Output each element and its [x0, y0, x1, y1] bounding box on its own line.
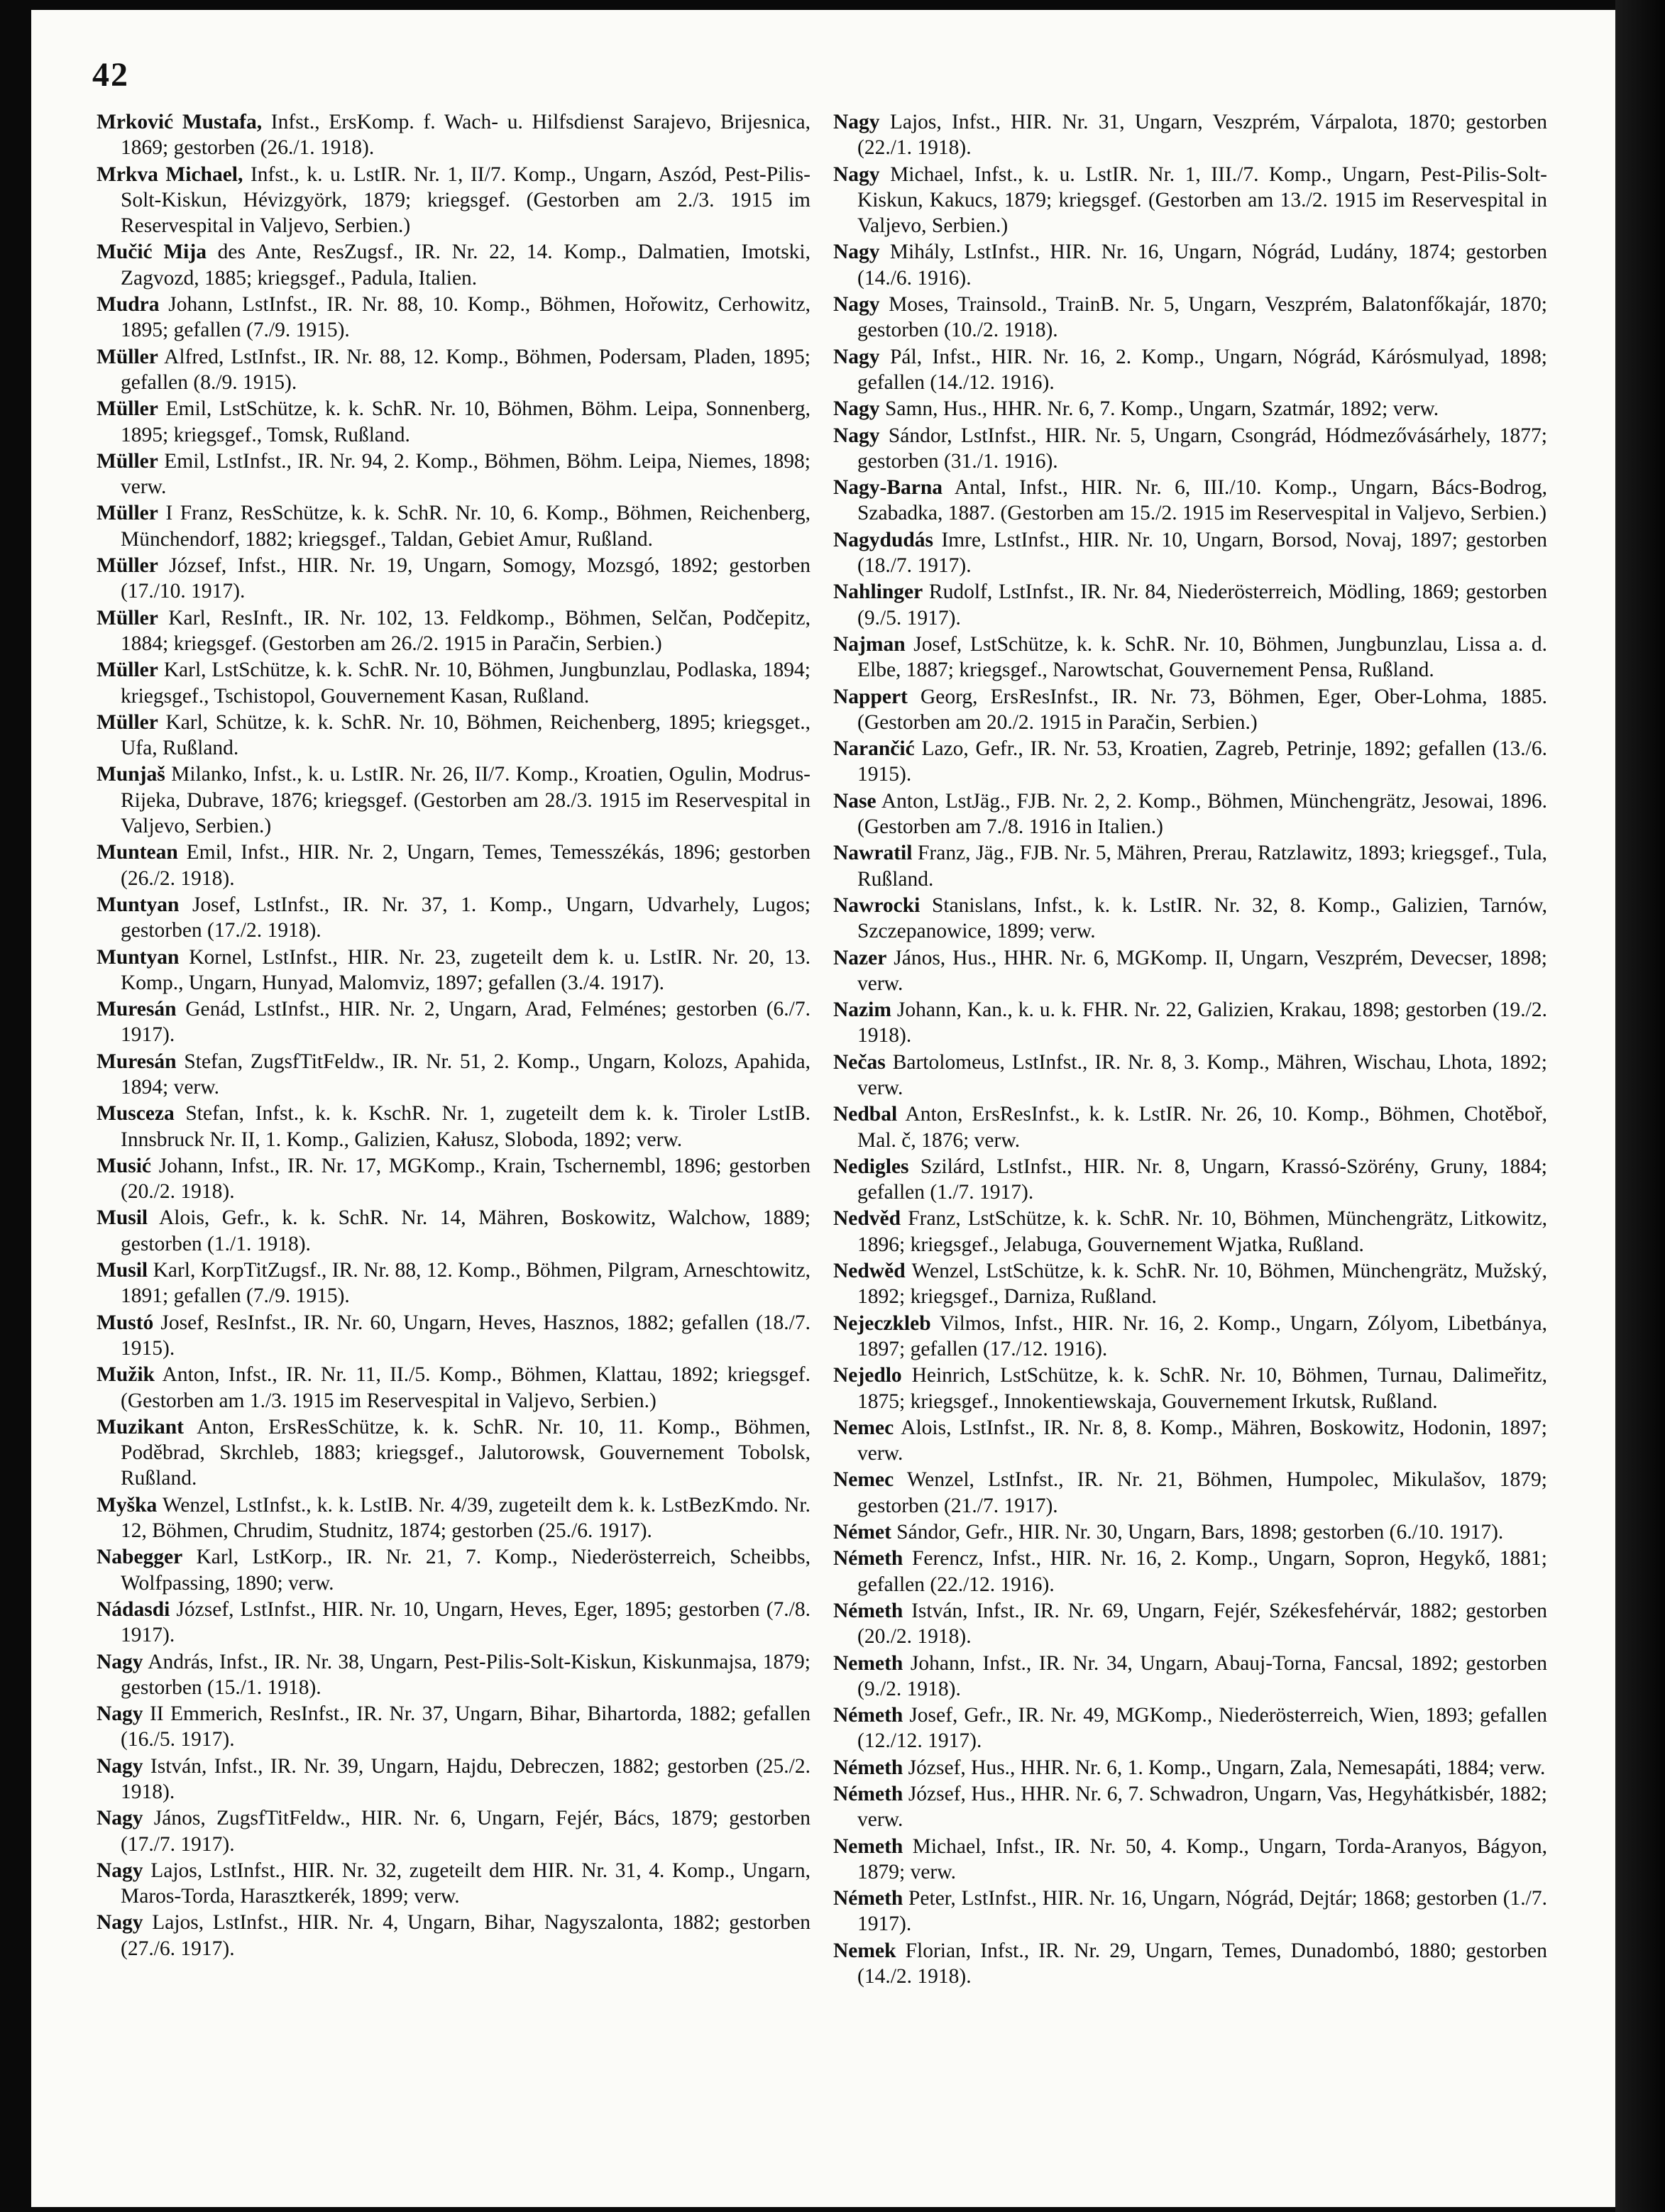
register-entry	[97, 1649, 810, 1701]
register-entry	[833, 945, 1547, 997]
entry-surname: Nagy	[97, 1754, 143, 1778]
entry-surname: Musceza	[97, 1102, 175, 1126]
entry-surname: Nedwěd	[833, 1260, 906, 1283]
entry-details: Wenzel, LstInfst., k. k. LstIB. Nr. 4/39, zugeteilt dem k. k. LstBezKmdo. Nr. 12, Böhmen, Chrudim, Studnitz, 1874; gestorben (25./6. 1917).	[121, 1493, 810, 1543]
entry-details: Josef, LstSchütze, k. k. SchR. Nr. 10, Böhmen, Jungbunzlau, Lissa a. d. Elbe, 1887; kriegsgef., Narowtschat, Gouvernement Pensa, Rußland.	[857, 632, 1547, 682]
entry-surname: Müller	[97, 554, 158, 578]
entry-details: Infst., k. u. LstIR. Nr. 1, II/7. Komp., Ungarn, Aszód, Pest-Pilis-Solt-Kiskun, Hévizgyörk, 1879; kriegsgef. (Gestorben am 2./3. 1915 im Reservespital in Valjevo, Serbien.)	[121, 163, 810, 238]
entry-surname: Müller	[97, 449, 158, 473]
entry-details: József, Hus., HHR. Nr. 6, 1. Komp., Ungarn, Zala, Nemesapáti, 1884; verw.	[903, 1756, 1546, 1779]
entry-surname: Nagydudás	[833, 528, 934, 551]
entry-details: Johann, Infst., IR. Nr. 34, Ungarn, Abauj-Torna, Fancsal, 1892; gestorben (9./2. 1918).	[857, 1651, 1547, 1700]
entry-details: Karl, KorpTitZugsf., IR. Nr. 88, 12. Komp., Böhmen, Pilgram, Arneschtowitz, 1891; gefallen (7./9. 1915).	[121, 1259, 810, 1308]
entry-details: János, Hus., HHR. Nr. 6, MGKomp. II, Ungarn, Veszprém, Devecser, 1898; verw.	[857, 946, 1547, 995]
entry-details: Georg, ErsResInfst., IR. Nr. 73, Böhmen, Eger, Ober-Lohma, 1885. (Gestorben am 20./2. 1915 in Paračin, Serbien.)	[857, 685, 1547, 734]
entry-details: Emil, Infst., HIR. Nr. 2, Ungarn, Temes, Temesszékás, 1896; gestorben (26./2. 1918).	[121, 841, 810, 890]
entry-surname: Németh	[833, 1887, 903, 1910]
register-entry	[97, 449, 810, 500]
entry-surname: Nabegger	[97, 1546, 183, 1569]
entry-details: des Ante, ResZugsf., IR. Nr. 22, 14. Komp., Dalmatien, Imotski, Zagvozd, 1885; kriegsgef., Padula, Italien.	[121, 241, 810, 290]
scan-edge	[1615, 0, 1665, 2212]
register-entry	[97, 840, 810, 891]
entry-surname: Nagy	[833, 397, 880, 421]
entry-details: Karl, ResInft., IR. Nr. 102, 13. Feldkomp., Böhmen, Selčan, Podčepitz, 1884; kriegsgef. (Gestorben am 26./2. 1915 in Paračin, Serbien.)	[121, 606, 810, 655]
entry-surname: Nádasdi	[97, 1597, 170, 1621]
entry-surname: Németh	[833, 1704, 903, 1727]
register-entry	[97, 1754, 810, 1805]
register-entry	[97, 1310, 810, 1362]
entry-surname: Német	[833, 1521, 891, 1544]
entry-surname: Németh	[833, 1599, 903, 1622]
entry-details: Antal, Infst., HIR. Nr. 6, III./10. Komp., Ungarn, Bács-Bodrog, Szabadka, 1887. (Gestorben am 15./2. 1915 im Reservespital in Valjevo, Serbien.)	[857, 476, 1547, 525]
entry-surname: Nawratil	[833, 842, 913, 865]
entry-details: Josef, ResInfst., IR. Nr. 60, Ungarn, Heves, Hasznos, 1882; gefallen (18./7. 1915).	[121, 1311, 810, 1360]
register-entry	[833, 1546, 1547, 1597]
entry-surname: Nemec	[833, 1468, 894, 1492]
entry-details: Mihály, LstInfst., HIR. Nr. 16, Ungarn, Nógrád, Ludány, 1874; gestorben (14./6. 1916).	[857, 241, 1547, 290]
entry-surname: Németh	[833, 1783, 903, 1805]
register-entry	[833, 423, 1547, 475]
register-entry	[833, 1702, 1547, 1754]
entry-details: Josef, LstInfst., IR. Nr. 37, 1. Komp., Ungarn, Udvarhely, Lugos; gestorben (17./2. 1918).	[121, 893, 810, 942]
register-entry	[97, 892, 810, 944]
register-entry	[97, 945, 810, 996]
entry-details: II Emmerich, ResInfst., IR. Nr. 37, Ungarn, Bihar, Bihartorda, 1882; gefallen (16./5. 1917).	[121, 1702, 810, 1751]
entry-surname: Nazer	[833, 946, 887, 969]
entry-surname: Müller	[97, 502, 158, 525]
entry-details: Lajos, LstInfst., HIR. Nr. 4, Ungarn, Bihar, Nagyszalonta, 1882; gestorben (27./6. 1917).	[121, 1911, 810, 1960]
register-entry	[97, 761, 810, 839]
entry-surname: Mučić Mija	[97, 241, 207, 264]
register-entry	[97, 344, 810, 396]
entry-surname: Muresán	[97, 998, 177, 1021]
register-entry	[833, 1598, 1547, 1650]
entry-surname: Müller	[97, 710, 158, 734]
entry-surname: Müller	[97, 397, 158, 421]
register-entry	[833, 893, 1547, 945]
entry-details: Alfred, LstInfst., IR. Nr. 88, 12. Komp., Böhmen, Podersam, Pladen, 1895; gefallen (8./9. 1915).	[121, 345, 810, 394]
entry-details: Michael, Infst., IR. Nr. 50, 4. Komp., Ungarn, Torda-Aranyos, Bágyon, 1879; verw.	[857, 1834, 1547, 1883]
entry-surname: Nedbal	[833, 1103, 898, 1126]
entry-surname: Mustó	[97, 1311, 154, 1334]
entry-surname: Muresán	[97, 1050, 177, 1073]
register-entry	[833, 997, 1547, 1049]
register-entry	[97, 996, 810, 1048]
register-entry	[97, 657, 810, 709]
entry-details: Genád, LstInfst., HIR. Nr. 2, Ungarn, Arad, Felménes; gestorben (6./7. 1917).	[121, 998, 810, 1047]
register-entry	[97, 1858, 810, 1910]
entry-details: Anton, Infst., IR. Nr. 11, II./5. Komp., Böhmen, Klattau, 1892; kriegsgef. (Gestorben am 1./3. 1915 im Reservespital in Valjevo, Serbien.)	[121, 1363, 810, 1412]
entry-details: Szilárd, LstInfst., HIR. Nr. 8, Ungarn, Krassó-Szörény, Gruny, 1884; gefallen (1./7. 1917).	[857, 1155, 1547, 1204]
register-entry	[97, 1597, 810, 1649]
entry-details: József, LstInfst., HIR. Nr. 10, Ungarn, Heves, Eger, 1895; gestorben (7./8. 1917).	[121, 1597, 810, 1647]
register-entry	[833, 1938, 1547, 1990]
register-entry	[833, 840, 1547, 892]
entry-details: János, ZugsfTitFeldw., HIR. Nr. 6, Ungarn, Fejér, Bács, 1879; gestorben (17./7. 1917).	[121, 1807, 810, 1856]
register-entry	[833, 632, 1547, 683]
register-entry	[97, 239, 810, 291]
entry-surname: Nagy	[97, 1807, 143, 1830]
entry-surname: Nagy	[97, 1650, 143, 1673]
entry-details: Moses, Trainsold., TrainB. Nr. 5, Ungarn, Veszprém, Balatonfőkajár, 1870; gestorben (10./2. 1918).	[857, 293, 1547, 342]
entry-surname: Nazim	[833, 998, 891, 1022]
register-entry	[833, 1363, 1547, 1414]
entry-details: Lazo, Gefr., IR. Nr. 53, Kroatien, Zagreb, Petrinje, 1892; gefallen (13./6. 1915).	[857, 737, 1547, 786]
entry-surname: Nase	[833, 789, 877, 813]
entry-details: Wenzel, LstInfst., IR. Nr. 21, Böhmen, Humpolec, Mikulašov, 1879; gestorben (21./7. 1917).	[857, 1468, 1547, 1517]
register-entry	[97, 1805, 810, 1857]
register-entry	[97, 500, 810, 552]
register-entry	[833, 1834, 1547, 1886]
register-entry	[97, 109, 810, 161]
register-entry	[833, 1206, 1547, 1258]
entry-surname: Musić	[97, 1154, 152, 1177]
register-entry	[833, 344, 1547, 396]
entry-surname: Németh	[833, 1547, 903, 1570]
entry-surname: Nedigles	[833, 1155, 909, 1178]
register-entry	[833, 1258, 1547, 1310]
entry-surname: Muntyan	[97, 945, 180, 969]
entry-surname: Myška	[97, 1493, 158, 1517]
entry-details: Kornel, LstInfst., HIR. Nr. 23, zugeteilt dem k. u. LstIR. Nr. 20, 13. Komp., Ungarn, Hunyad, Malomviz, 1897; gefallen (3./4. 1917).	[121, 945, 810, 994]
entry-surname: Nemeth	[833, 1651, 903, 1675]
register-entry	[97, 292, 810, 343]
register-entry	[97, 1701, 810, 1753]
register-entry	[833, 109, 1547, 161]
entry-details: Sándor, Gefr., HIR. Nr. 30, Ungarn, Bars, 1898; gestorben (6./10. 1917).	[891, 1521, 1504, 1544]
register-entry	[97, 396, 810, 448]
entry-details: Peter, LstInfst., HIR. Nr. 16, Ungarn, Nógrád, Dejtár; 1868; gestorben (1./7. 1917).	[857, 1887, 1547, 1936]
register-entry	[833, 736, 1547, 788]
entry-details: József, Hus., HHR. Nr. 6, 7. Schwadron, Ungarn, Vas, Hegyhátkisbér, 1882; verw.	[857, 1783, 1547, 1832]
document-page	[31, 10, 1615, 2207]
entry-surname: Munjaš	[97, 763, 165, 786]
entry-surname: Nagy	[97, 1859, 143, 1882]
entry-surname: Nagy	[833, 163, 880, 186]
entry-surname: Nedvěd	[833, 1207, 901, 1231]
register-entry	[833, 579, 1547, 631]
entry-surname: Muntean	[97, 841, 178, 864]
entry-surname: Mrković Mustafa,	[97, 111, 263, 133]
entry-details: I Franz, ResSchütze, k. k. SchR. Nr. 10, 6. Komp., Böhmen, Reichenberg, Münchendorf, 1882; kriegsgef., Taldan, Gebiet Amur, Rußland.	[121, 502, 810, 551]
entry-surname: Nemek	[833, 1939, 896, 1962]
entry-details: Lajos, LstInfst., HIR. Nr. 32, zugeteilt dem HIR. Nr. 31, 4. Komp., Ungarn, Maros-Torda, Harasztkerék, 1899; verw.	[121, 1859, 810, 1908]
entry-surname: Mužik	[97, 1363, 155, 1387]
register-entry	[97, 1492, 810, 1544]
register-entry	[833, 1755, 1547, 1781]
entry-details: Wenzel, LstSchütze, k. k. SchR. Nr. 10, Böhmen, Münchengrätz, Mužský, 1892; kriegsgef., Darniza, Rußland.	[857, 1260, 1547, 1309]
entry-details: Johann, Kan., k. u. k. FHR. Nr. 22, Galizien, Krakau, 1898; gestorben (19./2. 1918).	[857, 998, 1547, 1047]
register-entry	[833, 1311, 1547, 1363]
entry-details: Alois, LstInfst., IR. Nr. 8, 8. Komp., Mähren, Boskowitz, Hodonin, 1897; verw.	[857, 1416, 1547, 1465]
entry-surname: Nagy	[833, 111, 880, 133]
entry-details: Milanko, Infst., k. u. LstIR. Nr. 26, II/7. Komp., Kroatien, Ogulin, Modrus-Rijeka, Dubrave, 1876; kriegsgef. (Gestorben am 28./3. 1915 im Reservespital in Valjevo, Serbien.)	[121, 763, 810, 838]
entry-surname: Najman	[833, 632, 906, 656]
entry-details: Franz, Jäg., FJB. Nr. 5, Mähren, Prerau, Ratzlawitz, 1893; kriegsgef., Tula, Rußland.	[857, 842, 1547, 891]
entry-details: Infst., ErsKomp. f. Wach- u. Hilfsdienst Sarajevo, Brijesnica, 1869; gestorben (26./1. 1918).	[121, 111, 811, 160]
register-entry	[97, 1153, 810, 1205]
register-entry	[833, 1050, 1547, 1101]
entry-details: Sándor, LstInfst., HIR. Nr. 5, Ungarn, Csongrád, Hódmezővásárhely, 1877; gestorben (31./1. 1916).	[857, 424, 1547, 473]
entry-surname: Musil	[97, 1206, 148, 1230]
entry-surname: Nahlinger	[833, 580, 923, 604]
register-entry	[97, 1362, 810, 1414]
register-entry	[833, 1651, 1547, 1702]
entry-surname: Nagy	[833, 345, 880, 368]
register-entry	[97, 162, 810, 239]
entry-details: Emil, LstSchütze, k. k. SchR. Nr. 10, Böhmen, Böhm. Leipa, Sonnenberg, 1895; kriegsgef., Tomsk, Rußland.	[121, 397, 810, 446]
entry-details: Stefan, ZugsfTitFeldw., IR. Nr. 51, 2. Komp., Ungarn, Kolozs, Apahida, 1894; verw.	[121, 1050, 810, 1099]
entry-surname: Nagy-Barna	[833, 476, 943, 500]
entry-surname: Müller	[97, 345, 158, 368]
entry-surname: Muzikant	[97, 1415, 184, 1438]
entry-details: Karl, LstSchütze, k. k. SchR. Nr. 10, Böhmen, Jungbunzlau, Podlaska, 1894; kriegsgef., Tschistopol, Gouvernement Kasan, Rußland.	[121, 659, 810, 708]
entry-details: Karl, Schütze, k. k. SchR. Nr. 10, Böhmen, Reichenberg, 1895; kriegsget., Ufa, Rußland.	[121, 710, 810, 760]
entry-details: Anton, ErsResSchütze, k. k. SchR. Nr. 10, 11. Komp., Böhmen, Poděbrad, Skrchleb, 1883; kriegsgef., Jalutorowsk, Gouvernement Tobolsk, Rußland.	[121, 1415, 810, 1490]
entry-surname: Musil	[97, 1259, 148, 1282]
entry-surname: Nečas	[833, 1050, 886, 1074]
entry-details: Johann, Infst., IR. Nr. 17, MGKomp., Krain, Tschernembl, 1896; gestorben (20./2. 1918).	[121, 1154, 810, 1204]
entry-surname: Narančić	[833, 737, 915, 761]
page-number: 42	[92, 56, 129, 94]
entry-surname: Müller	[97, 659, 158, 682]
entry-details: Anton, ErsResInfst., k. k. LstIR. Nr. 26, 10. Komp., Böhmen, Chotěboř, Mal. č, 1876; verw.	[857, 1103, 1547, 1152]
entry-surname: Müller	[97, 606, 158, 629]
entry-details: Michael, Infst., k. u. LstIR. Nr. 1, III./7. Komp., Ungarn, Pest-Pilis-Solt-Kiskun, Kakucs, 1879; kriegsgef. (Gestorben am 13./2. 1915 im Reservespital in Valjevo, Serbien.)	[857, 163, 1547, 238]
register-entry	[833, 1415, 1547, 1467]
entry-surname: Muntyan	[97, 893, 180, 916]
entry-surname: Németh	[833, 1756, 903, 1779]
register-entry	[97, 1258, 810, 1309]
entry-details: Vilmos, Infst., HIR. Nr. 16, 2. Komp., Ungarn, Zólyom, Libetbánya, 1897; gefallen (17./12. 1916).	[857, 1311, 1547, 1360]
register-entry	[97, 1049, 810, 1101]
entry-details: Stanislans, Infst., k. k. LstIR. Nr. 32, 8. Komp., Galizien, Tarnów, Szczepanowice, 1899; verw.	[857, 893, 1547, 943]
register-entry	[97, 1910, 810, 1961]
register-entry	[833, 292, 1547, 343]
left-column	[97, 109, 810, 1962]
entry-surname: Nejeczkleb	[833, 1311, 931, 1335]
entry-details: István, Infst., IR. Nr. 39, Ungarn, Hajdu, Debreczen, 1882; gestorben (25./2. 1918).	[121, 1754, 810, 1803]
entry-details: Florian, Infst., IR. Nr. 29, Ungarn, Temes, Dunadombó, 1880; gestorben (14./2. 1918).	[857, 1939, 1547, 1988]
entry-details: Bartolomeus, LstInfst., IR. Nr. 8, 3. Komp., Mähren, Wischau, Lhota, 1892; verw.	[857, 1050, 1547, 1099]
entry-surname: Nagy	[97, 1911, 143, 1935]
entry-details: Stefan, Infst., k. k. KschR. Nr. 1, zugeteilt dem k. k. Tiroler LstIB. Innsbruck Nr. II, 1. Komp., Galizien, Kałusz, Sloboda, 1892; verw.	[121, 1102, 810, 1151]
entry-details: Samn, Hus., HHR. Nr. 6, 7. Komp., Ungarn, Szatmár, 1892; verw.	[879, 397, 1439, 421]
register-entry	[833, 239, 1547, 291]
register-entry	[97, 553, 810, 605]
entry-surname: Nagy	[833, 241, 880, 264]
register-entry	[833, 527, 1547, 579]
entry-details: Josef, Gefr., IR. Nr. 49, MGKomp., Niederösterreich, Wien, 1893; gefallen (12./12. 1917).	[857, 1704, 1547, 1753]
entry-surname: Nagy	[833, 424, 880, 447]
entry-details: Lajos, Infst., HIR. Nr. 31, Ungarn, Veszprém, Várpalota, 1870; gestorben (22./1. 1918).	[857, 111, 1547, 160]
register-entry	[833, 684, 1547, 736]
register-entry	[833, 475, 1547, 527]
entry-surname: Mudra	[97, 293, 160, 317]
entry-surname: Nagy	[833, 293, 880, 317]
entry-surname: Nawrocki	[833, 893, 921, 917]
entry-details: Heinrich, LstSchütze, k. k. SchR. Nr. 10, Böhmen, Turnau, Dalimeřitz, 1875; kriegsgef., Innokentiewskaja, Gouvernement Irkutsk, Rußland.	[857, 1364, 1547, 1413]
entry-surname: Nemeth	[833, 1834, 903, 1858]
register-entry	[833, 396, 1547, 422]
entry-details: Anton, LstJäg., FJB. Nr. 2, 2. Komp., Böhmen, Münchengrätz, Jesowai, 1896. (Gestorben am 7./8. 1916 in Italien.)	[857, 789, 1547, 839]
register-entry	[833, 1467, 1547, 1519]
entry-details: Johann, LstInfst., IR. Nr. 88, 10. Komp., Böhmen, Hořowitz, Cerhowitz, 1895; gefallen (7./9. 1915).	[121, 293, 810, 342]
register-entry	[833, 1886, 1547, 1937]
entry-details: Emil, LstInfst., IR. Nr. 94, 2. Komp., Böhmen, Böhm. Leipa, Niemes, 1898; verw.	[121, 449, 810, 499]
right-column	[833, 109, 1547, 1990]
register-entry	[97, 1101, 810, 1152]
entry-details: Alois, Gefr., k. k. SchR. Nr. 14, Mähren, Boskowitz, Walchow, 1889; gestorben (1./1. 1918).	[121, 1206, 810, 1255]
entry-surname: Nappert	[833, 685, 908, 708]
entry-details: József, Infst., HIR. Nr. 19, Ungarn, Somogy, Mozsgó, 1892; gestorben (17./10. 1917).	[121, 554, 810, 603]
register-entry	[833, 1154, 1547, 1206]
register-entry	[833, 1781, 1547, 1833]
register-entry	[97, 710, 810, 761]
register-entry	[97, 1544, 810, 1596]
register-entry	[833, 1101, 1547, 1153]
entry-surname: Nagy	[97, 1702, 143, 1726]
register-entry	[97, 605, 810, 657]
entry-surname: Mrkva Michael,	[97, 163, 243, 186]
register-entry	[833, 788, 1547, 840]
entry-surname: Nemec	[833, 1416, 894, 1439]
register-entry	[97, 1205, 810, 1257]
entry-details: István, Infst., IR. Nr. 69, Ungarn, Fejér, Székesfehérvár, 1882; gestorben (20./2. 1918).	[857, 1599, 1547, 1649]
entry-details: András, Infst., IR. Nr. 38, Ungarn, Pest-Pilis-Solt-Kiskun, Kiskunmajsa, 1879; gestorben (15./1. 1918).	[121, 1650, 810, 1699]
register-entry	[97, 1414, 810, 1492]
entry-details: Ferencz, Infst., HIR. Nr. 16, 2. Komp., Ungarn, Sopron, Hegykő, 1881; gefallen (22./12. 1916).	[857, 1547, 1547, 1596]
register-entry	[833, 1519, 1547, 1545]
entry-details: Karl, LstKorp., IR. Nr. 21, 7. Komp., Niederösterreich, Scheibbs, Wolfpassing, 1890; verw.	[121, 1546, 810, 1595]
entry-details: Rudolf, LstInfst., IR. Nr. 84, Niederösterreich, Mödling, 1869; gestorben (9./5. 1917).	[857, 580, 1547, 629]
entry-details: Pál, Infst., HIR. Nr. 16, 2. Komp., Ungarn, Nógrád, Kárósmulyad, 1898; gefallen (14./12. 1916).	[857, 345, 1547, 394]
entry-details: Imre, LstInfst., HIR. Nr. 10, Ungarn, Borsod, Novaj, 1897; gestorben (18./7. 1917).	[857, 528, 1547, 578]
entry-surname: Nejedlo	[833, 1364, 902, 1387]
register-entry	[833, 162, 1547, 239]
entry-details: Franz, LstSchütze, k. k. SchR. Nr. 10, Böhmen, Münchengrätz, Litkowitz, 1896; kriegsgef., Jelabuga, Gouvernement Wjatka, Rußland.	[857, 1207, 1547, 1256]
